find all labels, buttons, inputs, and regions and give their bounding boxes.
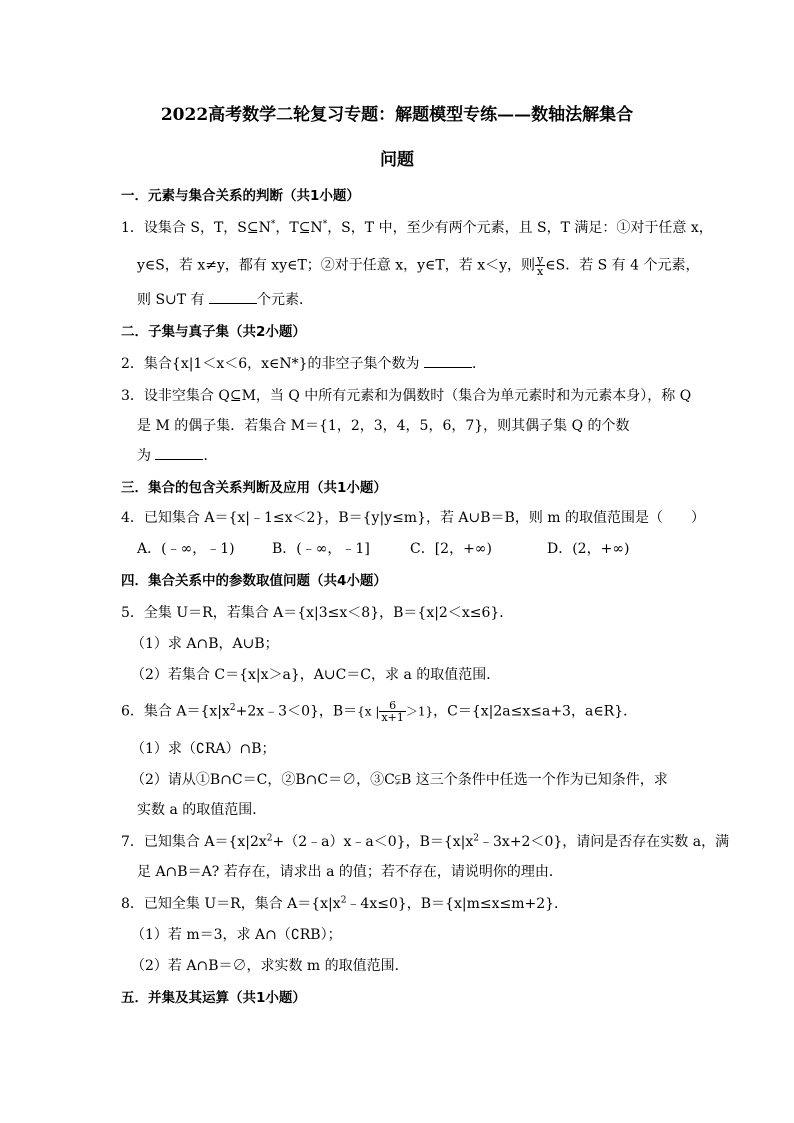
question-4-stem: 4．已知集合 A＝{x|﹣1≤x＜2}，B＝{y|y≤m}，若 A∪B＝B，则 m 的取值范围是（ ） xyxy=(121,510,706,526)
question-3-line1: 3．设非空集合 Q⊆M，当 Q 中所有元素和为偶数时（集合为单元素时和为元素本身），称 Q xyxy=(121,388,692,404)
question-8-part2: （2）若 A∩B＝∅，求实数 m 的取值范围． xyxy=(131,958,409,974)
option-d: D．(2，+∞) xyxy=(547,541,630,557)
question-5-part1: （1）求 A∩B，A∪B； xyxy=(131,636,279,652)
fraction-y-over-x: $\frac{y}{x}$ xyxy=(537,253,544,278)
section-heading-3: 三．集合的包含关系判断及应用（共1小题） xyxy=(121,480,387,496)
question-7-line1: 7．已知集合 $A=\{x|2x^2+(2﹣a)x﹣a<0\}$，$B=\{x|x^2﹣3x+2<0\}$，请问是否存在实数 a，满 xyxy=(121,833,730,850)
section-heading-4: 四．集合关系中的参数取值问题（共4小题） xyxy=(121,573,387,589)
section-heading-2: 二．子集与真子集（共2小题） xyxy=(121,324,306,340)
option-b: B．(﹣∞，﹣1] xyxy=(272,541,370,557)
answer-blank xyxy=(209,293,257,304)
question-6-part2: （2）请从①B∩C＝C，②B∩C＝∅，③C⫋B 这三个条件中任选一个作为已知条件，求 xyxy=(131,772,668,788)
question-5-part2: （2）若集合 C＝{x|x＞a}，A∪C＝C，求 a 的取值范围． xyxy=(131,667,501,683)
question-8-stem: 8．已知全集 U＝R，集合 $A=\{x|x^2﹣4x\le 0\}$，B＝{x|m≤x≤m+2}． xyxy=(121,895,569,912)
fraction-6-over-x-plus-1: $\frac{6}{x+1}$ xyxy=(381,699,404,724)
question-8-part1: （1）若 m＝3，求 A∩（∁RB）； xyxy=(131,927,342,943)
answer-blank xyxy=(155,449,203,460)
option-c: C．[2，+∞) xyxy=(410,541,492,557)
question-1-line1: 1．设集合 S，T，S⊆N*，T⊆N*，S，T 中，至少有两个元素，且 S，T 满足：①对于任意 x， xyxy=(121,219,713,236)
question-7-line2: 足 A∩B＝A? 若存在，请求出 a 的值；若不存在，请说明你的理由． xyxy=(137,864,563,880)
question-3-line3: 为 ． xyxy=(137,448,218,464)
question-6-part1: （1）求（∁RA）∩B； xyxy=(131,741,276,757)
doc-title-line2: 问题 xyxy=(380,150,414,170)
question-5-stem: 5．全集 U＝R，若集合 A＝{x|3≤x＜8}，B＝{x|2＜x≤6}． xyxy=(121,605,514,621)
question-6-stem: 6．集合 $A=\{x|x^2+2x﹣3<0\}$，B＝{x | $\frac{6}{x+1}$ ＞1}，C＝{x|2a≤x≤a+3，a∈R}． xyxy=(121,699,638,724)
section-heading-1: 一．元素与集合关系的判断（共1小题） xyxy=(121,188,360,204)
question-2: 2．集合{x|1＜x＜6，x∈N*}的非空子集个数为 ． xyxy=(121,356,487,372)
question-6-part3: 实数 a 的取值范围． xyxy=(137,802,267,818)
option-a: A．(﹣∞，﹣1) xyxy=(137,541,235,557)
question-1-line3: 则 S∪T 有 个元素． xyxy=(137,292,314,308)
doc-title-line1: 2022高考数学二轮复习专题：解题模型专练——数轴法解集合 xyxy=(160,105,634,125)
question-1-line2: y∈S，若 x≠y，都有 xy∈T；②对于任意 x，y∈T，若 x＜y，则 $\frac{y}{x}$ ∈S．若 S 有 4 个元素， xyxy=(137,253,700,278)
answer-blank xyxy=(424,357,472,368)
section-heading-5: 五．并集及其运算（共1小题） xyxy=(121,990,306,1006)
question-3-line2: 是 M 的偶子集．若集合 M＝{1，2，3，4，5，6，7}，则其偶子集 Q 的个数 xyxy=(137,418,630,434)
